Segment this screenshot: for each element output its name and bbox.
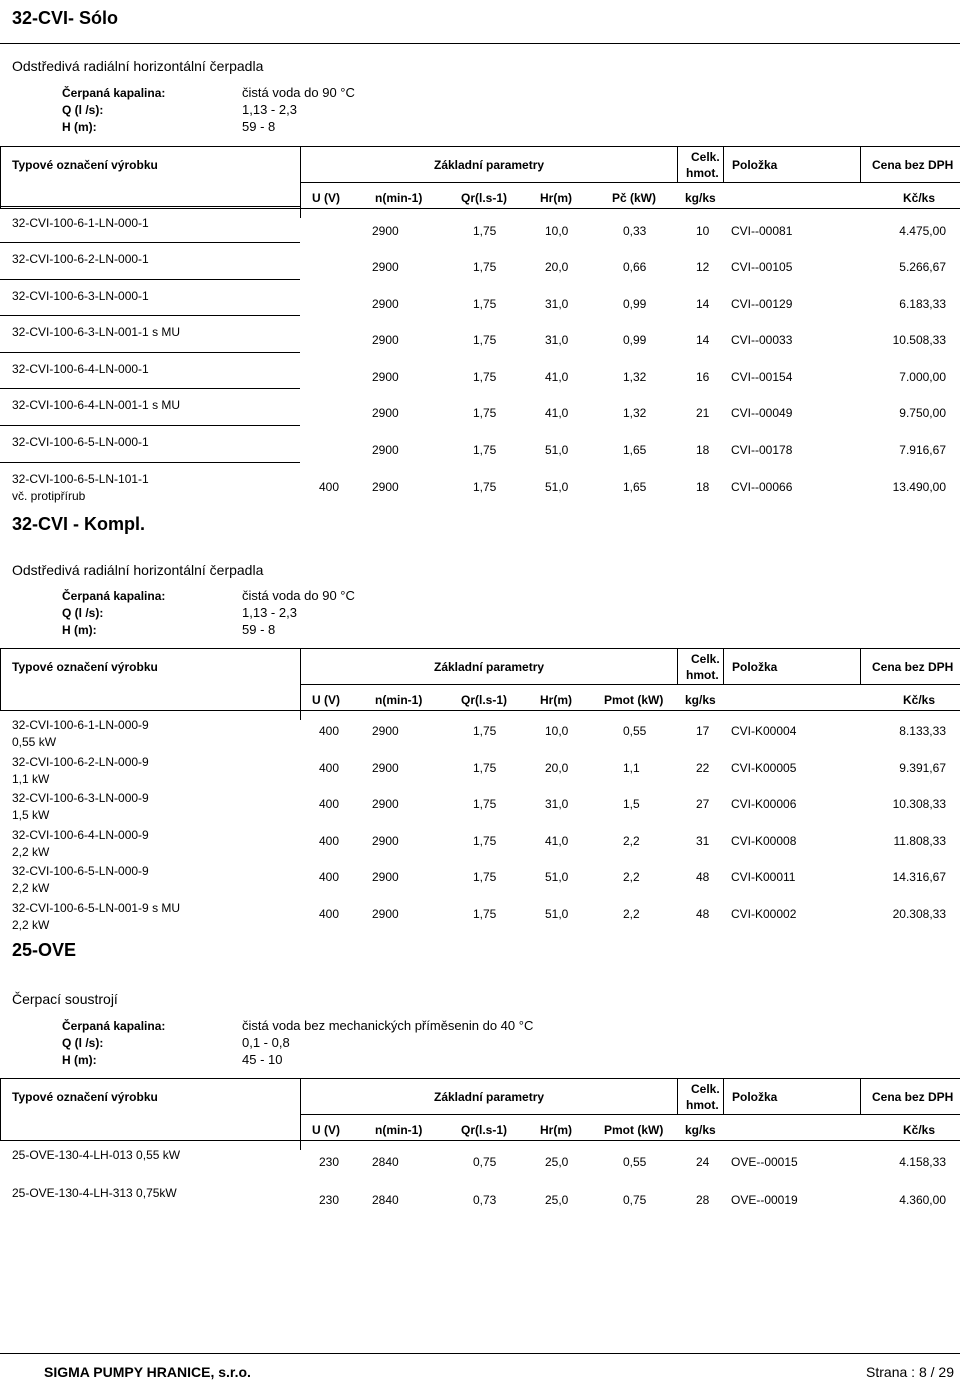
row-flow: 1,75 — [473, 370, 497, 384]
title-rule — [0, 43, 960, 44]
row-type-sub: 2,2 kW — [12, 881, 50, 895]
section-title: 32-CVI - Kompl. — [12, 514, 146, 534]
row-speed: 2900 — [372, 260, 399, 274]
col-header-item: Položka — [732, 158, 778, 172]
row-power: 0,55 — [623, 1155, 647, 1169]
section-subtitle: Odstředivá radiální horizontální čerpadla — [12, 562, 264, 578]
row-power: 0,66 — [623, 260, 647, 274]
row-speed: 2900 — [372, 834, 399, 848]
row-power: 2,2 — [623, 907, 640, 921]
spec-value: 45 - 10 — [242, 1052, 283, 1067]
row-price: 7.000,00 — [899, 370, 946, 384]
row-type-name: 25-OVE-130-4-LH-313 0,75kW — [12, 1186, 177, 1200]
header-divider — [0, 146, 1, 208]
spec-label: H (m): — [62, 1053, 97, 1067]
row-head: 25,0 — [545, 1155, 569, 1169]
row-flow: 1,75 — [473, 834, 497, 848]
row-power: 2,2 — [623, 834, 640, 848]
row-item-code: CVI--00105 — [731, 260, 793, 274]
col-unit-speed: n(min-1) — [375, 1123, 423, 1137]
col-unit-weight: kg/ks — [685, 191, 716, 205]
row-head: 41,0 — [545, 834, 569, 848]
header-mid-rule — [300, 1114, 960, 1115]
row-price: 13.490,00 — [892, 480, 946, 494]
row-item-code: CVI--00129 — [731, 297, 793, 311]
row-type-name: 32-CVI-100-6-3-LN-000-9 — [12, 791, 149, 805]
spec-label: Čerpaná kapalina: — [62, 589, 166, 603]
col-unit-head: Hr(m) — [540, 1123, 572, 1137]
spec-label: Q (l /s): — [62, 606, 104, 620]
row-weight: 10 — [696, 224, 710, 238]
col-header-weight-bottom: hmot. — [686, 166, 719, 180]
spec-value: čistá voda do 90 °C — [242, 588, 355, 603]
row-item-code: CVI--00081 — [731, 224, 793, 238]
row-price: 10.508,33 — [892, 333, 946, 347]
row-item-code: CVI-K00006 — [731, 797, 797, 811]
row-price: 14.316,67 — [892, 870, 946, 884]
row-head: 51,0 — [545, 870, 569, 884]
header-divider — [0, 1078, 1, 1140]
col-unit-weight: kg/ks — [685, 1123, 716, 1137]
row-item-code: CVI-K00005 — [731, 761, 797, 775]
row-weight: 14 — [696, 333, 710, 347]
row-weight: 48 — [696, 870, 710, 884]
row-rule — [0, 425, 300, 426]
col-unit-speed: n(min-1) — [375, 693, 423, 707]
row-type-name: 25-OVE-130-4-LH-013 0,55 kW — [12, 1148, 181, 1162]
col-header-price: Cena bez DPH — [872, 1090, 954, 1104]
row-type-name: 32-CVI-100-6-3-LN-001-1 s MU — [12, 325, 181, 339]
header-divider — [860, 1078, 861, 1114]
row-speed: 2900 — [372, 406, 399, 420]
row-voltage: 400 — [318, 480, 340, 494]
row-item-code: OVE--00015 — [731, 1155, 798, 1169]
row-flow: 1,75 — [473, 724, 497, 738]
header-divider — [677, 648, 678, 684]
row-item-code: CVI-K00011 — [731, 870, 796, 884]
col-unit-flow: Qr(l.s-1) — [461, 1123, 508, 1137]
row-type-sub: 1,5 kW — [12, 808, 50, 822]
row-power: 1,32 — [623, 370, 647, 384]
col-unit-flow: Qr(l.s-1) — [461, 191, 508, 205]
row-head: 51,0 — [545, 907, 569, 921]
col-header-type: Typové označení výrobku — [12, 1090, 158, 1104]
spec-label: H (m): — [62, 623, 97, 637]
spec-value: čistá voda bez mechanických příměsenin do 40 °C — [242, 1018, 534, 1033]
row-flow: 1,75 — [473, 224, 497, 238]
row-speed: 2900 — [372, 370, 399, 384]
col-header-params: Základní parametry — [434, 660, 545, 674]
row-voltage: 400 — [318, 870, 340, 884]
row-speed: 2900 — [372, 297, 399, 311]
row-rule — [0, 388, 300, 389]
row-type-name: 32-CVI-100-6-2-LN-000-9 — [12, 755, 149, 769]
row-speed: 2900 — [372, 443, 399, 457]
row-type-name: 32-CVI-100-6-5-LN-101-1 — [12, 472, 149, 486]
col-header-weight-top: Celk. — [691, 150, 720, 164]
spec-label: Čerpaná kapalina: — [62, 86, 166, 100]
spec-value: 1,13 - 2,3 — [242, 605, 297, 620]
section-subtitle: Odstředivá radiální horizontální čerpadla — [12, 58, 264, 74]
spec-label: H (m): — [62, 120, 97, 134]
header-mid-rule — [300, 182, 960, 183]
spec-value: 1,13 - 2,3 — [242, 102, 297, 117]
row-head: 10,0 — [545, 724, 569, 738]
table-top-rule — [0, 146, 960, 147]
row-voltage: 400 — [318, 907, 340, 921]
header-divider — [723, 1078, 724, 1114]
row-head: 31,0 — [545, 297, 569, 311]
row-price: 4.475,00 — [899, 224, 946, 238]
row-type-name: 32-CVI-100-6-4-LN-001-1 s MU — [12, 398, 181, 412]
header-mid-rule — [300, 684, 960, 685]
row-weight: 24 — [696, 1155, 710, 1169]
row-flow: 1,75 — [473, 260, 497, 274]
row-type-name: 32-CVI-100-6-2-LN-000-1 — [12, 252, 149, 266]
row-item-code: CVI--00066 — [731, 480, 793, 494]
row-weight: 31 — [696, 834, 710, 848]
row-weight: 17 — [696, 724, 710, 738]
row-price: 5.266,67 — [899, 260, 946, 274]
row-flow: 1,75 — [473, 443, 497, 457]
col-unit-head: Hr(m) — [540, 191, 572, 205]
row-price: 4.158,33 — [899, 1155, 946, 1169]
row-power: 0,99 — [623, 297, 647, 311]
row-item-code: CVI--00178 — [731, 443, 793, 457]
header-divider — [860, 648, 861, 684]
col-header-weight-top: Celk. — [691, 1082, 720, 1096]
spec-value: 0,1 - 0,8 — [242, 1035, 290, 1050]
row-flow: 0,73 — [473, 1193, 497, 1207]
row-type-name: 32-CVI-100-6-5-LN-000-1 — [12, 435, 149, 449]
row-power: 0,33 — [623, 224, 647, 238]
row-weight: 28 — [696, 1193, 710, 1207]
row-price: 8.133,33 — [899, 724, 946, 738]
section-title: 25-OVE — [12, 940, 77, 960]
footer-page-number: Strana : 8 / 29 — [866, 1364, 954, 1380]
row-power: 1,65 — [623, 443, 647, 457]
section-subtitle: Čerpací soustrojí — [12, 991, 118, 1007]
row-item-code: CVI--00049 — [731, 406, 793, 420]
row-weight: 12 — [696, 260, 710, 274]
row-voltage: 400 — [318, 834, 340, 848]
row-head: 51,0 — [545, 443, 569, 457]
row-rule — [0, 279, 300, 280]
col-header-price: Cena bez DPH — [872, 660, 954, 674]
row-head: 10,0 — [545, 224, 569, 238]
row-speed: 2900 — [372, 333, 399, 347]
row-head: 25,0 — [545, 1193, 569, 1207]
section-title: 32-CVI- Sólo — [12, 8, 119, 28]
row-power: 1,5 — [623, 797, 640, 811]
row-type-sub: 0,55 kW — [12, 735, 57, 749]
spec-value: 59 - 8 — [242, 119, 276, 134]
col-unit-voltage: U (V) — [312, 1123, 340, 1137]
footer-rule — [0, 1353, 960, 1354]
row-flow: 1,75 — [473, 406, 497, 420]
header-divider — [677, 1078, 678, 1114]
row-voltage: 400 — [318, 797, 340, 811]
row-type-sub: 2,2 kW — [12, 845, 50, 859]
row-flow: 1,75 — [473, 870, 497, 884]
row-power: 1,65 — [623, 480, 647, 494]
col-unit-price: Kč/ks — [903, 191, 936, 205]
spec-label: Čerpaná kapalina: — [62, 1019, 166, 1033]
row-weight: 18 — [696, 480, 710, 494]
row-item-code: OVE--00019 — [731, 1193, 798, 1207]
row-flow: 1,75 — [473, 333, 497, 347]
spec-value: 59 - 8 — [242, 622, 276, 637]
col-unit-head: Hr(m) — [540, 693, 572, 707]
col-header-params: Základní parametry — [434, 1090, 545, 1104]
col-header-weight-top: Celk. — [691, 652, 720, 666]
row-voltage: 400 — [318, 724, 340, 738]
row-flow: 1,75 — [473, 907, 497, 921]
row-head: 41,0 — [545, 406, 569, 420]
row-rule — [0, 462, 300, 463]
row-rule — [0, 242, 300, 243]
spec-label: Q (l /s): — [62, 1036, 104, 1050]
col-unit-power: Pč (kW) — [612, 191, 657, 205]
row-price: 11.808,33 — [893, 834, 946, 848]
row-item-code: CVI-K00008 — [731, 834, 797, 848]
header-divider — [723, 648, 724, 684]
row-price: 10.308,33 — [892, 797, 946, 811]
row-rule — [0, 206, 300, 207]
row-power: 1,1 — [623, 761, 640, 775]
row-weight: 22 — [696, 761, 710, 775]
row-type-sub: 1,1 kW — [12, 772, 50, 786]
header-bottom-rule — [0, 1140, 960, 1141]
col-header-price: Cena bez DPH — [872, 158, 954, 172]
row-item-code: CVI-K00004 — [731, 724, 797, 738]
row-price: 4.360,00 — [899, 1193, 946, 1207]
row-weight: 18 — [696, 443, 710, 457]
row-speed: 2900 — [372, 907, 399, 921]
col-unit-voltage: U (V) — [312, 191, 340, 205]
row-item-code: CVI-K00002 — [731, 907, 797, 921]
row-item-code: CVI--00033 — [731, 333, 793, 347]
row-voltage: 400 — [318, 761, 340, 775]
col-header-weight-bottom: hmot. — [686, 668, 719, 682]
row-head: 31,0 — [545, 333, 569, 347]
col-unit-weight: kg/ks — [685, 693, 716, 707]
row-flow: 1,75 — [473, 480, 497, 494]
table-top-rule — [0, 1078, 960, 1079]
row-weight: 14 — [696, 297, 710, 311]
row-flow: 1,75 — [473, 297, 497, 311]
row-speed: 2840 — [372, 1193, 399, 1207]
row-head: 20,0 — [545, 761, 569, 775]
header-divider — [723, 146, 724, 182]
row-price: 6.183,33 — [899, 297, 946, 311]
row-type-name: 32-CVI-100-6-5-LN-000-9 — [12, 864, 149, 878]
row-head: 20,0 — [545, 260, 569, 274]
spec-label: Q (l /s): — [62, 103, 104, 117]
row-speed: 2900 — [372, 761, 399, 775]
row-type-name: 32-CVI-100-6-4-LN-000-9 — [12, 828, 149, 842]
row-price: 7.916,67 — [899, 443, 946, 457]
table-top-rule — [0, 648, 960, 649]
row-speed: 2900 — [372, 224, 399, 238]
row-type-name: 32-CVI-100-6-4-LN-000-1 — [12, 362, 149, 376]
row-power: 1,32 — [623, 406, 647, 420]
row-speed: 2900 — [372, 870, 399, 884]
row-price: 9.391,67 — [899, 761, 946, 775]
header-divider — [860, 146, 861, 182]
row-type-name: 32-CVI-100-6-3-LN-000-1 — [12, 289, 149, 303]
row-speed: 2840 — [372, 1155, 399, 1169]
row-rule — [0, 352, 300, 353]
row-flow: 1,75 — [473, 797, 497, 811]
header-divider — [677, 146, 678, 182]
row-head: 31,0 — [545, 797, 569, 811]
row-power: 0,75 — [623, 1193, 647, 1207]
row-weight: 16 — [696, 370, 710, 384]
col-unit-voltage: U (V) — [312, 693, 340, 707]
col-header-type: Typové označení výrobku — [12, 158, 158, 172]
row-weight: 27 — [696, 797, 710, 811]
col-unit-flow: Qr(l.s-1) — [461, 693, 508, 707]
row-speed: 2900 — [372, 480, 399, 494]
spec-value: čistá voda do 90 °C — [242, 85, 355, 100]
row-speed: 2900 — [372, 797, 399, 811]
row-type-name: 32-CVI-100-6-1-LN-000-1 — [12, 216, 149, 230]
row-flow: 0,75 — [473, 1155, 497, 1169]
col-header-item: Položka — [732, 660, 778, 674]
header-bottom-rule — [0, 710, 960, 711]
row-type-sub: 2,2 kW — [12, 918, 50, 932]
row-power: 0,55 — [623, 724, 647, 738]
row-price: 9.750,00 — [899, 406, 946, 420]
col-header-weight-bottom: hmot. — [686, 1098, 719, 1112]
row-power: 0,99 — [623, 333, 647, 347]
col-unit-price: Kč/ks — [903, 693, 936, 707]
row-voltage: 230 — [318, 1155, 340, 1169]
header-divider — [0, 648, 1, 710]
col-header-params: Základní parametry — [434, 158, 545, 172]
row-type-name: 32-CVI-100-6-5-LN-001-9 s MU — [12, 901, 181, 915]
col-header-item: Položka — [732, 1090, 778, 1104]
col-unit-power: Pmot (kW) — [604, 693, 664, 707]
col-unit-speed: n(min-1) — [375, 191, 423, 205]
row-type-name: 32-CVI-100-6-1-LN-000-9 — [12, 718, 149, 732]
row-speed: 2900 — [372, 724, 399, 738]
footer-company: SIGMA PUMPY HRANICE, s.r.o. — [44, 1364, 251, 1380]
row-rule — [0, 315, 300, 316]
row-flow: 1,75 — [473, 761, 497, 775]
row-item-code: CVI--00154 — [731, 370, 793, 384]
row-head: 51,0 — [545, 480, 569, 494]
header-bottom-rule — [0, 208, 960, 209]
row-price: 20.308,33 — [892, 907, 946, 921]
row-weight: 21 — [696, 406, 710, 420]
col-unit-power: Pmot (kW) — [604, 1123, 664, 1137]
col-header-type: Typové označení výrobku — [12, 660, 158, 674]
row-head: 41,0 — [545, 370, 569, 384]
row-power: 2,2 — [623, 870, 640, 884]
row-voltage: 230 — [318, 1193, 340, 1207]
row-weight: 48 — [696, 907, 710, 921]
col-unit-price: Kč/ks — [903, 1123, 936, 1137]
row-type-sub: vč. protipřírub — [12, 489, 86, 503]
